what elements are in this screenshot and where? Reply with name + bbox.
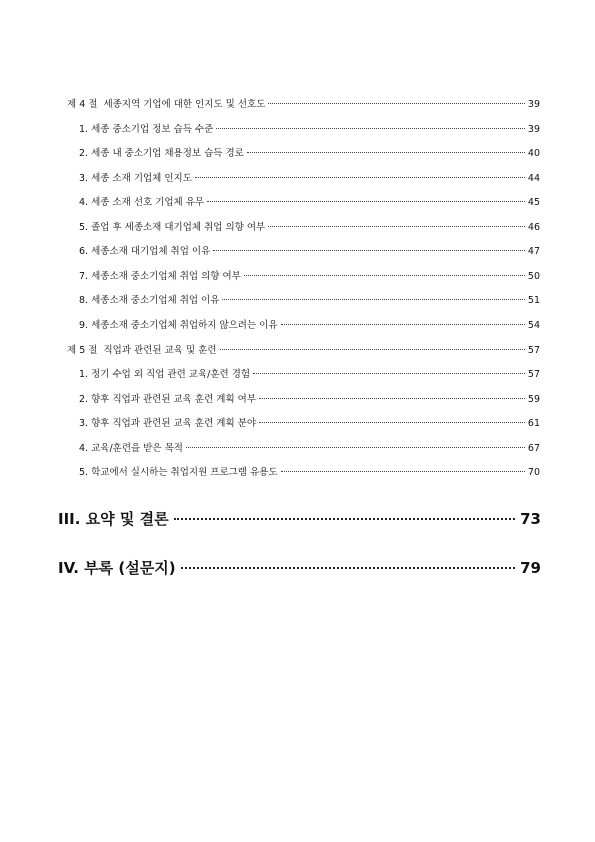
toc-part-4[interactable] — [58, 557, 541, 578]
toc-entry-label: 6. 세종소재 대기업체 취업 이유 — [79, 246, 211, 257]
toc-entry-label: 3. 세종 소재 기업체 인지도 — [79, 173, 192, 184]
toc-subsection[interactable] — [79, 219, 540, 233]
toc-subsection[interactable] — [79, 440, 540, 454]
dot-leader — [268, 226, 525, 227]
dot-leader — [216, 128, 525, 129]
dot-leader — [259, 398, 525, 399]
dot-leader — [222, 299, 524, 300]
toc-subsection[interactable] — [79, 243, 540, 257]
toc-page-number: 45 — [527, 197, 540, 208]
toc-entry-label: 9. 세종소재 중소기업체 취업하지 않으려는 이유 — [79, 320, 278, 331]
dot-leader — [253, 373, 525, 374]
toc-page-number: 70 — [527, 467, 540, 478]
toc-page-number: 73 — [520, 510, 541, 528]
dot-leader — [207, 201, 525, 202]
toc-page-number: 51 — [527, 295, 540, 306]
dot-leader — [220, 349, 525, 350]
toc-entry-label: 5. 졸업 후 세종소재 대기업체 취업 의향 여부 — [79, 222, 266, 233]
toc-entry-label: 5. 학교에서 실시하는 취업지원 프로그램 유용도 — [79, 467, 278, 478]
toc-subsection[interactable] — [79, 145, 540, 159]
toc-subsection[interactable] — [79, 317, 540, 331]
toc-entry-label: 4. 교육/훈련을 받은 목적 — [79, 443, 183, 454]
toc-entry-label: 7. 세종소재 중소기업체 취업 의향 여부 — [79, 271, 241, 282]
toc-entry-label: IV. 부록 (설문지) — [58, 559, 176, 577]
toc-page-number: 46 — [527, 222, 540, 233]
toc-entry-label: 1. 세종 중소기업 정보 습득 수준 — [79, 124, 214, 135]
dot-leader — [244, 275, 525, 276]
toc-page-number: 39 — [527, 124, 540, 135]
dot-leader — [186, 447, 525, 448]
toc-page-number: 47 — [527, 246, 540, 257]
toc-page-number: 67 — [527, 443, 540, 454]
toc-entry-label: 2. 세종 내 중소기업 채용정보 습득 경로 — [79, 148, 244, 159]
dot-leader — [259, 422, 525, 423]
toc-entry-label: 4. 세종 소재 선호 기업체 유무 — [79, 197, 205, 208]
toc-subsection[interactable] — [79, 391, 540, 405]
dot-leader — [174, 518, 516, 520]
toc-subsection[interactable] — [79, 121, 540, 135]
dot-leader — [281, 324, 525, 325]
toc-page-number: 54 — [527, 320, 540, 331]
toc-entry-label: 제 5 절 직업과 관련된 교육 및 훈련 — [67, 345, 217, 356]
toc-entry-label: 제 4 절 세종지역 기업에 대한 인지도 및 선호도 — [67, 99, 266, 110]
toc-subsection[interactable] — [79, 194, 540, 208]
toc-page-number: 39 — [527, 99, 540, 110]
toc-entry-label: 3. 향후 직업과 관련된 교육 훈련 계획 분야 — [79, 418, 257, 429]
toc-page-number: 57 — [527, 345, 540, 356]
toc-section-5[interactable] — [67, 342, 540, 356]
toc-page-number: 59 — [527, 394, 540, 405]
dot-leader — [281, 471, 525, 472]
toc-page-number: 79 — [520, 559, 541, 577]
toc-subsection[interactable] — [79, 292, 540, 306]
toc-subsection[interactable] — [79, 268, 540, 282]
toc-part-3[interactable] — [58, 508, 541, 529]
dot-leader — [195, 177, 525, 178]
dot-leader — [213, 250, 525, 251]
toc-page-number: 61 — [527, 418, 540, 429]
dot-leader — [268, 103, 524, 104]
toc-entry-label: 2. 향후 직업과 관련된 교육 훈련 계획 여부 — [79, 394, 257, 405]
toc-section-4[interactable] — [67, 96, 540, 110]
dot-leader — [181, 567, 516, 569]
toc-subsection[interactable] — [79, 170, 540, 184]
toc-entry-label: 1. 정기 수업 외 직업 관련 교육/훈련 경험 — [79, 369, 251, 380]
toc-entry-label: 8. 세종소재 중소기업체 취업 이유 — [79, 295, 220, 306]
toc-page-number: 50 — [527, 271, 540, 282]
toc-subsection[interactable] — [79, 366, 540, 380]
toc-subsection[interactable] — [79, 464, 540, 478]
toc-subsection[interactable] — [79, 415, 540, 429]
toc-page-number: 57 — [527, 369, 540, 380]
dot-leader — [247, 152, 525, 153]
toc-page-number: 44 — [527, 173, 540, 184]
toc-page-number: 40 — [527, 148, 540, 159]
toc-entry-label: III. 요약 및 결론 — [58, 510, 169, 528]
